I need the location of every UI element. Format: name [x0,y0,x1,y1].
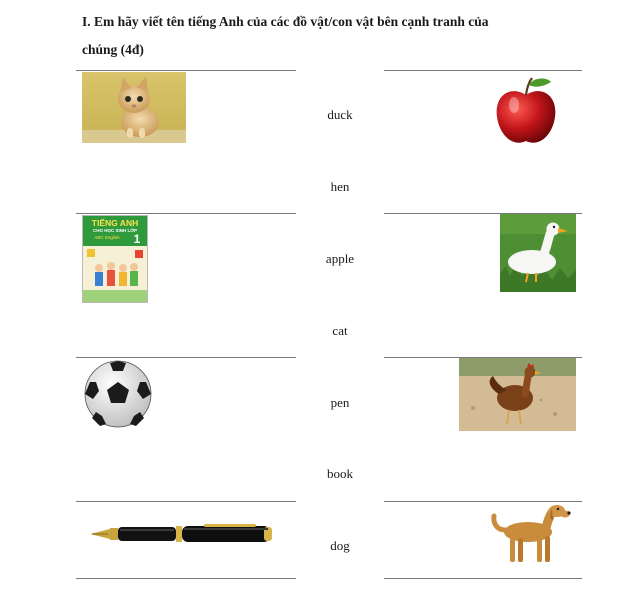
word-pen: pen [330,395,350,410]
soccer-ball-photo [82,358,154,430]
word-cat: cat [332,323,348,338]
answer-line-left-2 [76,213,296,214]
fountain-pen-photo [86,519,278,549]
white-duck-photo [500,214,576,292]
book-subtitle: CHO HỌC SINH LỚP [92,228,138,233]
answer-line-left-1 [76,70,296,71]
word-duck: duck [327,107,353,122]
golden-retriever-photo [490,502,572,566]
book-series: ABC English [94,235,120,240]
answer-line-left-4 [76,501,296,502]
answer-line-right-5 [384,578,582,579]
exercise-heading [82,8,552,64]
red-apple-photo [489,75,563,149]
exercise-heading-line-1: I. Em hãy viết tên tiếng Anh của các đồ vật/con vật bên cạnh tranh của [82,14,489,29]
brown-hen-photo [459,358,576,431]
book-cover-illustration [83,246,147,302]
word-apple: apple [325,251,355,266]
english-book-photo [82,215,148,303]
word-hen: hen [330,179,350,194]
word-book: book [327,466,353,481]
book-grade: 1 [133,232,141,246]
exercise-heading-line-2: chúng (4đ) [82,42,144,57]
kitten-photo [82,72,186,143]
word-dog: dog [330,538,350,553]
answer-line-left-5 [76,578,296,579]
book-title: TIẾNG ANH [91,218,139,228]
answer-line-right-1 [384,70,582,71]
